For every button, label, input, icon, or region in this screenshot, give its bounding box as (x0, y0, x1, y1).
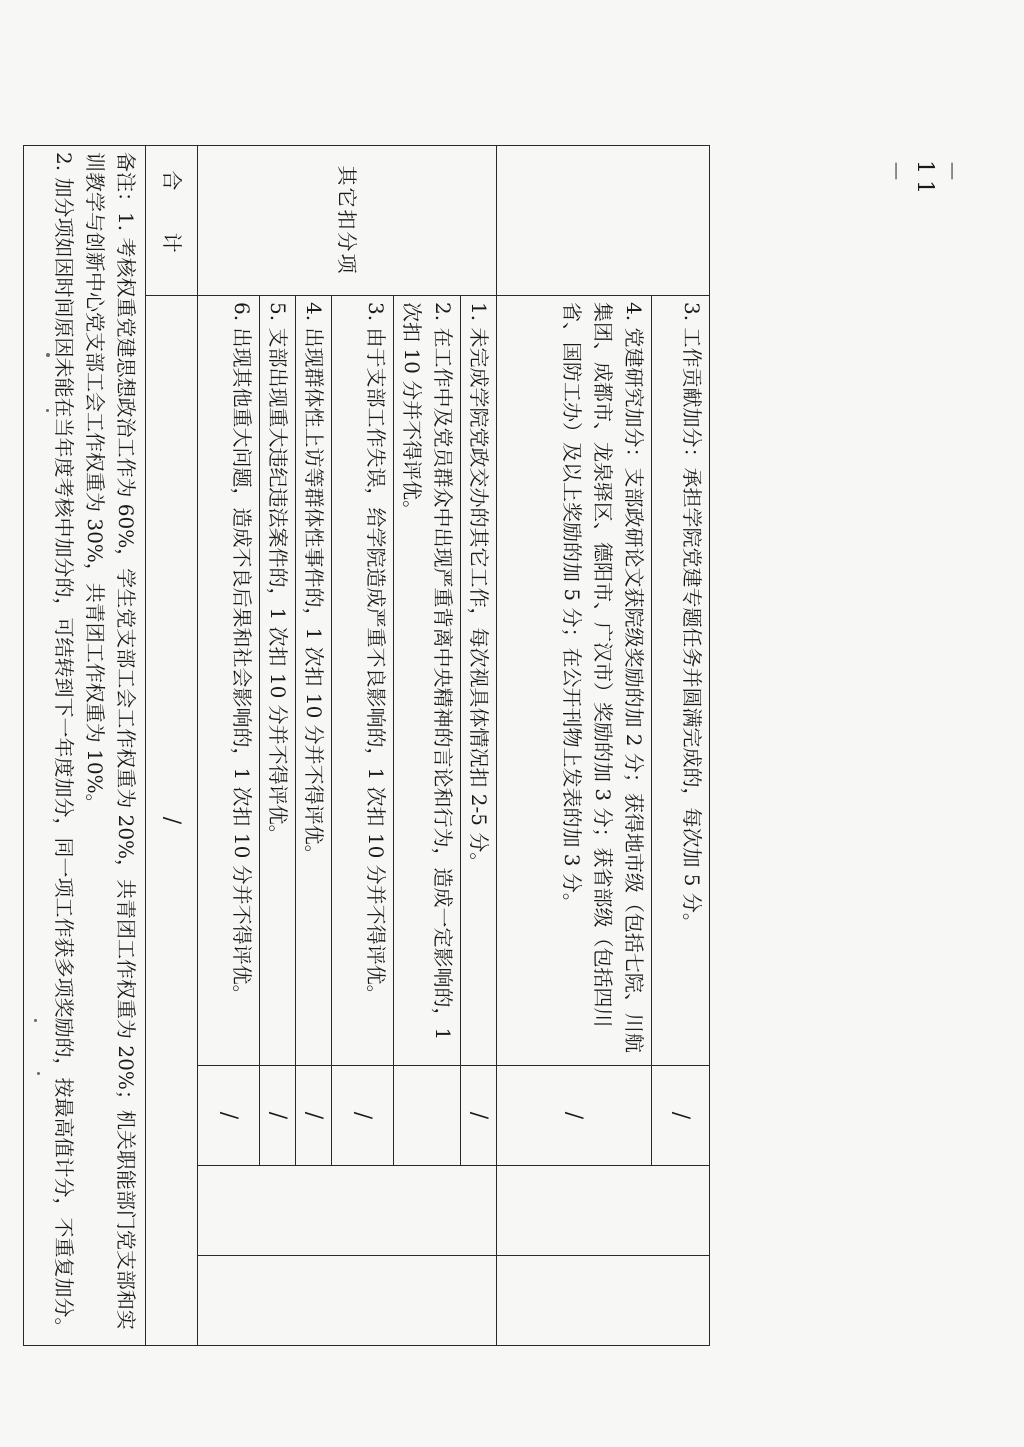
slash-mark: / (461, 1066, 497, 1166)
table-row (24, 146, 146, 1346)
empty-cell (497, 1256, 710, 1346)
table-row (461, 146, 497, 1346)
category-cell (497, 146, 710, 296)
slash-mark: / (652, 1066, 710, 1166)
item-text: 6. 出现其他重大问题，造成不良后果和社会影响的，1 次扣 10 分并不得评优。 (198, 296, 260, 1066)
item-text: 4. 党建研究加分：支部政研论文获院级奖励的加 2 分；获得地市级（包括七院、川航集团、成都市、龙泉驿区、德阳市、广汉市）奖励的加 3 分；获省部级（包括四川省、国防工办）及以上奖励的加 5 分；在公开刊物上发表的加 3 分。 (497, 296, 652, 1066)
slash-mark: / (332, 1066, 394, 1166)
slash-mark: / (198, 1066, 260, 1166)
slash-mark: / (296, 1066, 332, 1166)
score-table (23, 145, 710, 1346)
item-text: 3. 由于支部工作失误，给学院造成严重不良影响的，1 次扣 10 分并不得评优。 (332, 296, 394, 1066)
slash-mark: / (497, 1066, 652, 1166)
note-line: 2. 加分项如因时间原因未能在当年度考核中加分的，可结转到下一年度加分，同一项工作获多项奖励的，按最高值计分，不重复加分。 (52, 152, 76, 1338)
item-text: 4. 出现群体性上访等群体性事件的，1 次扣 10 分并不得评优。 (296, 296, 332, 1066)
total-value: / (146, 296, 198, 1346)
slash-mark: / (260, 1066, 296, 1166)
note-line: 备注：1. 考核权重党建思想政治工作为 60%，学生党支部工会工作权重为 20%，共青团工作权重为 20%；机关职能部门党支部和实训教学与创新中心党支部工会工作权重为 30%，共青团工作权重为 10%。 (83, 152, 138, 1330)
page-number: － 11 － (882, 160, 964, 200)
total-label: 合 计 (146, 146, 198, 296)
slash-mark (394, 1066, 461, 1166)
empty-cell (198, 1166, 497, 1256)
item-text: 2. 在工作中及党员群众中出现严重背离中央精神的言论和行为，造成一定影响的，1 次扣 10 分并不得评优。 (394, 296, 461, 1066)
notes-cell (24, 146, 146, 1346)
item-text: 3. 工作贡献加分：承担学院党建专题任务并圆满完成的，每次加 5 分。 (652, 296, 710, 1066)
item-text: 5. 支部出现重大违纪违法案件的，1 次扣 10 分并不得评优。 (260, 296, 296, 1066)
empty-cell (198, 1256, 497, 1346)
empty-cell (497, 1166, 710, 1256)
rotated-table-sheet (52, 145, 710, 1345)
category-label: 其它扣分项 (198, 146, 497, 296)
item-text: 1. 未完成学院党政交办的其它工作，每次视具体情况扣 2-5 分。 (461, 296, 497, 1066)
table-row (652, 146, 710, 1346)
table-row (146, 146, 198, 1346)
